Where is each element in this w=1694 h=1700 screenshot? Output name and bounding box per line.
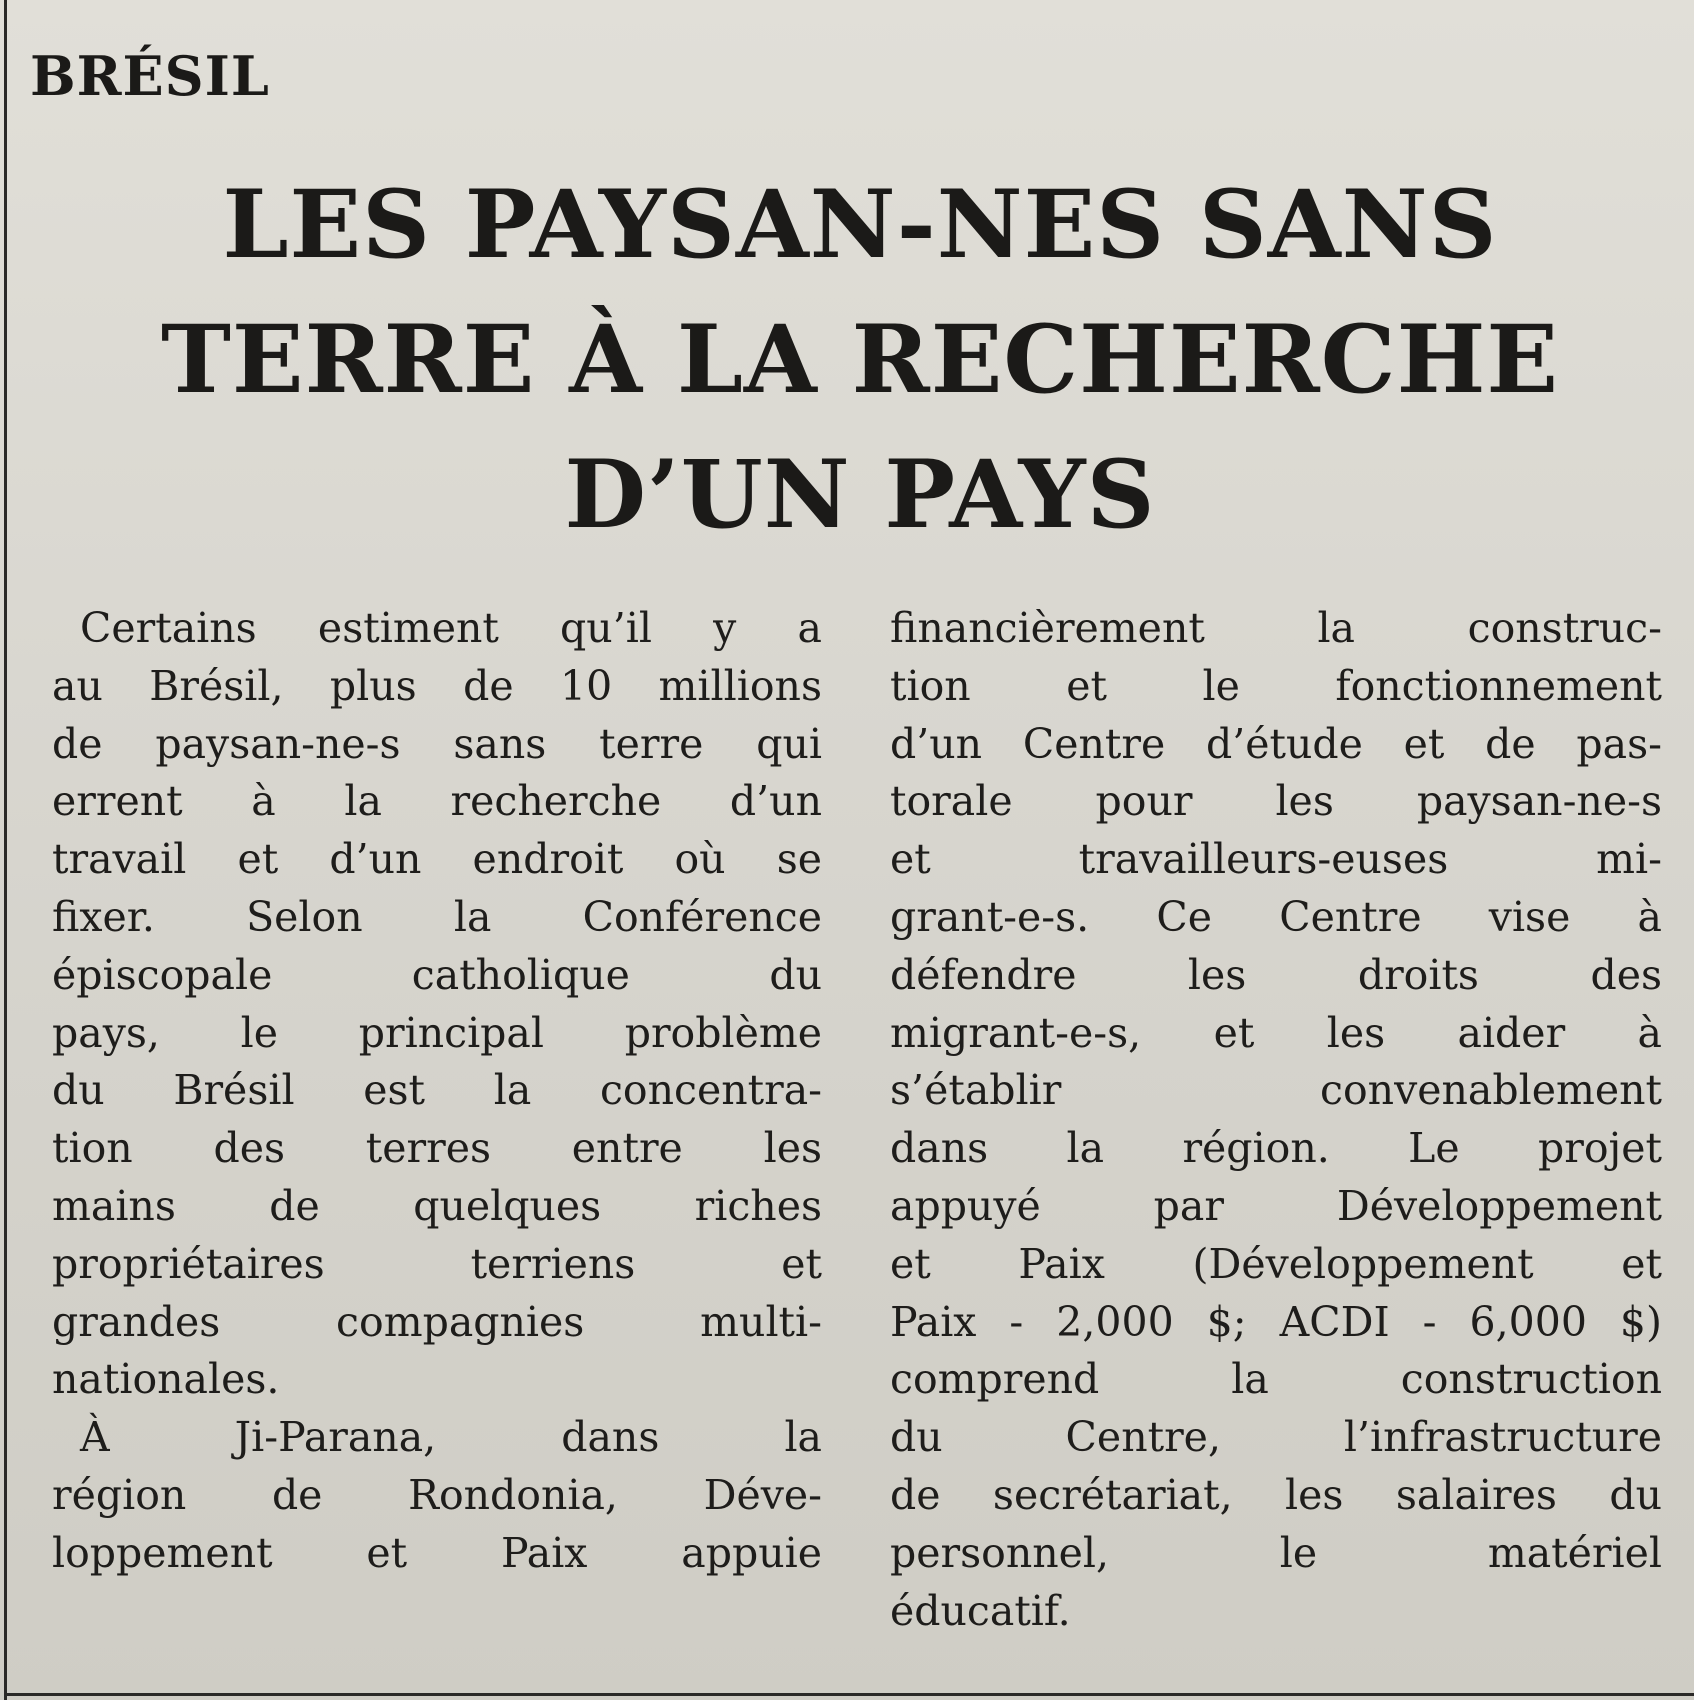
text-line: de paysan-ne-s sans terre qui	[52, 719, 822, 768]
text-line: travail et d’un endroit où se	[52, 835, 822, 884]
text-line: éducatif.	[890, 1586, 1071, 1635]
text-line: du Brésil est la concentra-	[52, 1066, 822, 1115]
text-line: défendre les droits des	[890, 950, 1662, 999]
text-line: d’un Centre d’étude et de pas-	[890, 719, 1662, 768]
text-line: grant-e-s. Ce Centre vise à	[890, 892, 1662, 941]
bottom-rule	[4, 1693, 1694, 1696]
text-line: errent à la recherche d’un	[52, 777, 822, 826]
text-line: grandes compagnies multi-	[52, 1297, 822, 1346]
text-line: Certains estiment qu’il y a	[80, 604, 822, 652]
headline-line: TERRE À LA RECHERCHE	[160, 305, 1560, 415]
text-line: tion des terres entre les	[52, 1124, 822, 1173]
text-line: et travailleurs-euses mi-	[890, 835, 1662, 884]
text-line: comprend la construction	[890, 1355, 1662, 1404]
article-column-right	[890, 600, 1662, 1640]
text-line: tion et le fonctionnement	[890, 661, 1662, 710]
text-line: loppement et Paix appuie	[52, 1528, 822, 1577]
text-line: et Paix (Développement et	[890, 1239, 1662, 1288]
section-kicker: BRÉSIL	[30, 44, 270, 108]
text-line: personnel, le matériel	[890, 1528, 1662, 1577]
text-line: fixer. Selon la Conférence	[52, 892, 822, 941]
article-column-left	[52, 600, 822, 1583]
text-line: épiscopale catholique du	[52, 950, 822, 999]
text-line: dans la région. Le projet	[890, 1124, 1662, 1173]
text-line: région de Rondonia, Déve-	[52, 1470, 822, 1519]
text-line: du Centre, l’infrastructure	[890, 1413, 1662, 1462]
left-rule	[4, 0, 7, 1700]
text-line: migrant-e-s, et les aider à	[890, 1008, 1662, 1057]
text-line: nationales.	[52, 1355, 280, 1404]
text-line: appuyé par Développement	[890, 1181, 1662, 1230]
text-line: au Brésil, plus de 10 millions	[52, 661, 822, 710]
text-line: de secrétariat, les salaires du	[890, 1470, 1662, 1519]
text-line: Paix - 2,000 $; ACDI - 6,000 $)	[890, 1297, 1662, 1346]
text-line: torale pour les paysan-ne-s	[890, 777, 1662, 826]
text-line: mains de quelques riches	[52, 1181, 822, 1230]
headline-line: D’UN PAYS	[564, 440, 1156, 550]
text-line: À Ji-Parana, dans la	[80, 1413, 822, 1462]
text-line: pays, le principal problème	[52, 1008, 822, 1057]
text-line: financièrement la construc-	[890, 604, 1662, 652]
text-line: propriétaires terriens et	[52, 1239, 822, 1288]
headline-line: LES PAYSAN-NES SANS	[222, 170, 1498, 280]
headline	[40, 158, 1680, 563]
text-line: s’établir convenablement	[890, 1066, 1662, 1115]
